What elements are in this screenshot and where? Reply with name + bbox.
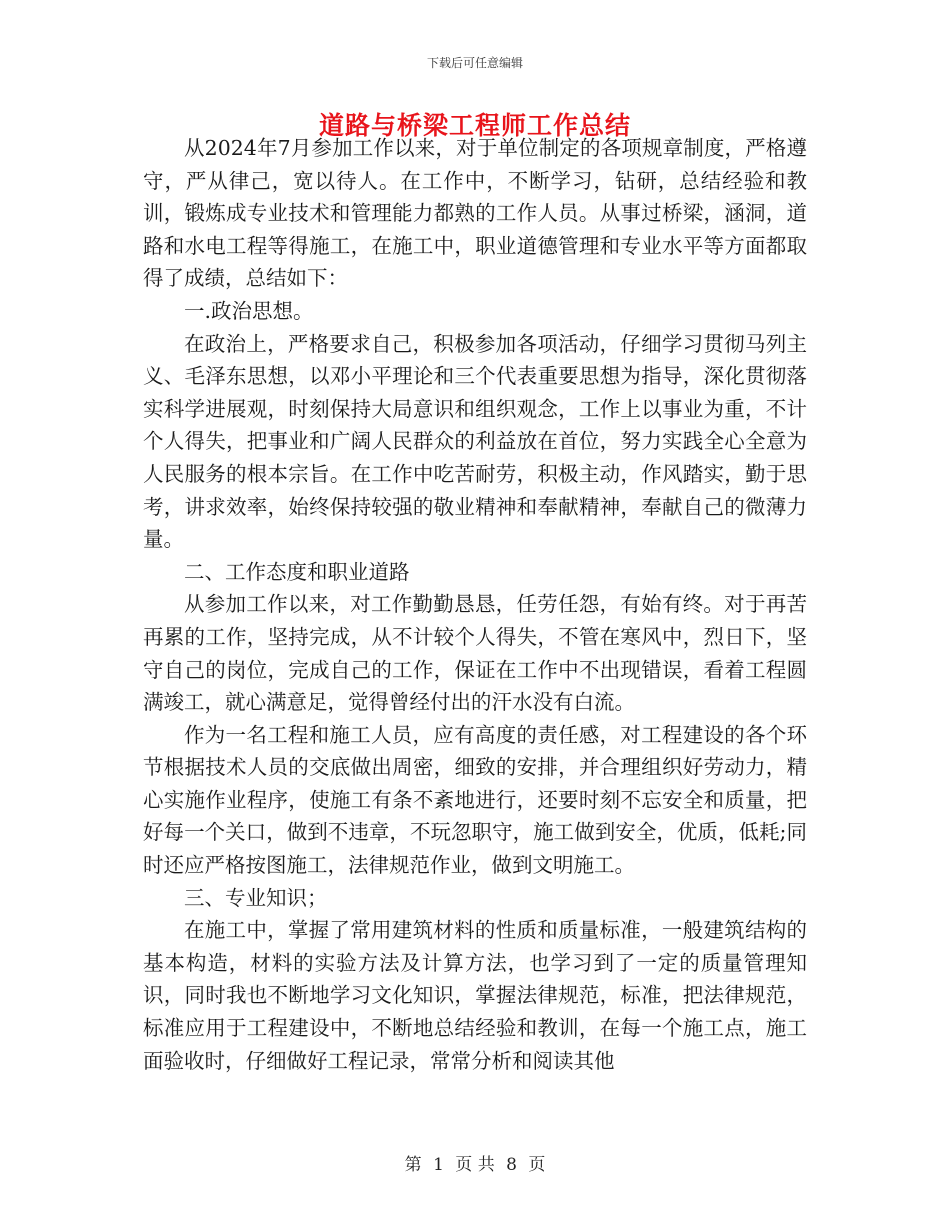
footer-prefix: 第 [404,1155,422,1175]
paragraph-politics: 在政治上，严格要求自己，积极参加各项活动，仔细学习贯彻马列主义、毛泽东思想，以邓小平理论和三个代表重要思想为指导，深化贯彻落实科学进展观，时刻保持大局意识和组织观念，工作上以事业为重，不计个人得失，把事业和广阔人民群众的利益放在首位，努力实践全心全意为人民服务的根本宗旨。在工作中吃苦耐劳，积极主动，作风踏实，勤于思考，讲求效率，始终保持较强的敬业精神和奉献精神，奉献自己的微薄力量。 [143,331,807,552]
section-heading-knowledge: 三、专业知识； [184,885,328,910]
document-title: 道路与桥梁工程师工作总结 [318,111,631,140]
paragraph-responsibility: 作为一名工程和施工人员，应有高度的责任感，对工程建设的各个环节根据技术人员的交底做出周密，细致的安排，并合理组织好劳动力，精心实施作业程序，使施工有条不紊地进行，还要时刻不忘安全和质量，把好每一个关口，做到不违章，不玩忽职守，施工做到安全，优质，低耗;同时还应严格按图施工，法律规范作业，做到文明施工。 [143,722,807,878]
paragraph-attitude: 从参加工作以来，对工作勤勤恳恳，任劳任怨，有始有终。对于再苦再累的工作，坚持完成，从不计较个人得失，不管在寒风中，烈日下，坚守自己的岗位，完成自己的工作，保证在工作中不出现错误，看着工程圆满竣工，就心满意足，觉得曾经付出的汗水没有白流。 [143,592,807,715]
footer-middle: 页 共 [455,1155,495,1175]
paragraph-intro: 从2024年7月参加工作以来，对于单位制定的各项规章制度，严格遵守，严从律己，宽以待人。在工作中，不断学习，钻研，总结经验和教训，锻炼成专业技术和管理能力都熟的工作人员。从事过桥梁，涵洞，道路和水电工程等得施工，在施工中，职业道德管理和专业水平等方面都取得了成绩，总结如下： [143,136,807,291]
page-total: 8 [506,1155,517,1175]
header-note: 下载后可任意编辑 [426,56,523,70]
section-heading-attitude: 二、工作态度和职业道路 [184,559,410,584]
section-heading-politics: 一.政治思想。 [184,298,314,323]
footer-suffix: 页 [528,1155,546,1175]
page-footer [0,1150,950,1175]
paragraph-knowledge: 在施工中，掌握了常用建筑材料的性质和质量标准，一般建筑结构的基本构造，材料的实验方法及计算方法，也学习到了一定的质量管理知识，同时我也不断地学习文化知识，掌握法律规范，标准，把法律规范，标准应用于工程建设中，不断地总结经验和教训，在每一个施工点，施工面验收时，仔细做好工程记录，常常分析和阅读其他 [143,918,807,1073]
document-body [143,132,807,1077]
page-number: 1 [433,1155,444,1175]
